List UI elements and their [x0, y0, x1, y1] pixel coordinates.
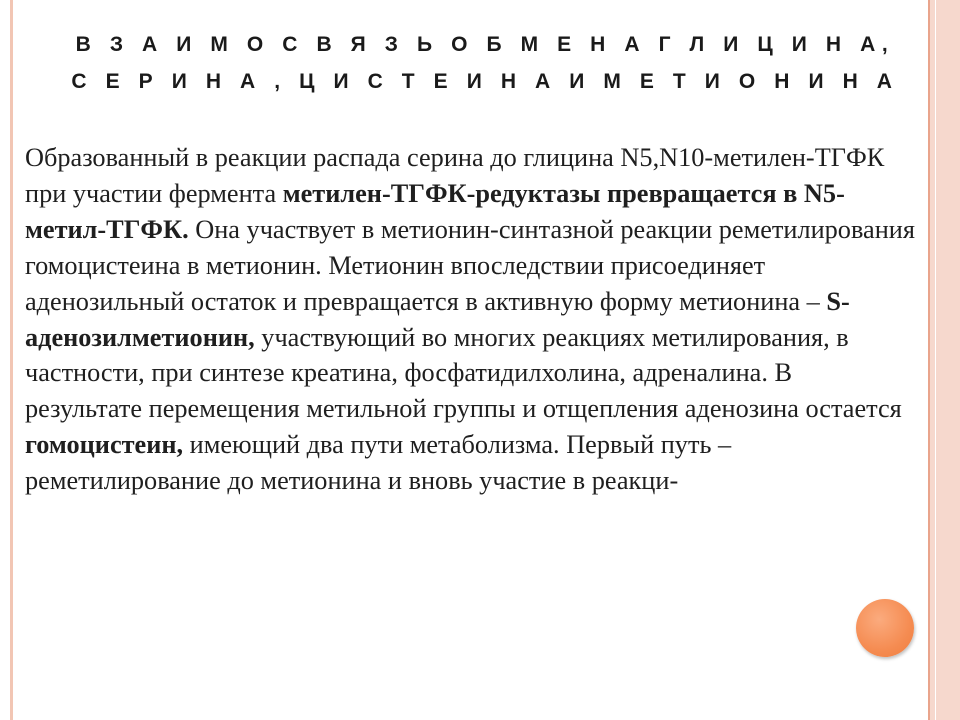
- body-text-part-4: имеющий два пути метаболизма. Первый путь – реметилирование до метионина и вновь участие в реакци-: [25, 430, 732, 496]
- left-border-line: [10, 0, 13, 720]
- body-text-part-1: Образованный в реакции распада серина до глицина N5,N10-метилен-ТГФК при участии фермента: [25, 143, 885, 208]
- slide-title-line-2: С Е Р И Н А , Ц И С Т Е И Н А И М Е Т И О Н И Н А: [71, 70, 899, 93]
- body-bold-enzyme: метилен-ТГФК-редуктазы превращается в N5-метил-ТГФК.: [25, 178, 845, 244]
- body-text-part-2: Она участвует в метионин-синтазной реакции реметилирования гомоцистеина в метионин. Метионин впоследствии присоединяет аденозильный остаток и превращается в активную форму метионина –: [25, 214, 915, 316]
- body-text-part-3: участвующий во многих реакциях метилирования, в частности, при синтезе креатина, фосфатидилхолина, адреналина. В результате перемещения метильной группы и отщепления аденозина остается: [25, 322, 902, 424]
- decorative-circle-icon: [856, 599, 914, 657]
- slide-title-line-1: В З А И М О С В Я З Ь О Б М Е Н А Г Л И Ц И Н А,: [75, 33, 895, 56]
- body-bold-homocysteine: гомоцистеин,: [25, 430, 184, 460]
- body-bold-sam: S-аденозилметионин,: [25, 286, 850, 352]
- slide-body-paragraph: [25, 140, 915, 499]
- slide-title: [60, 26, 910, 100]
- right-accent-inner-line: [935, 0, 936, 720]
